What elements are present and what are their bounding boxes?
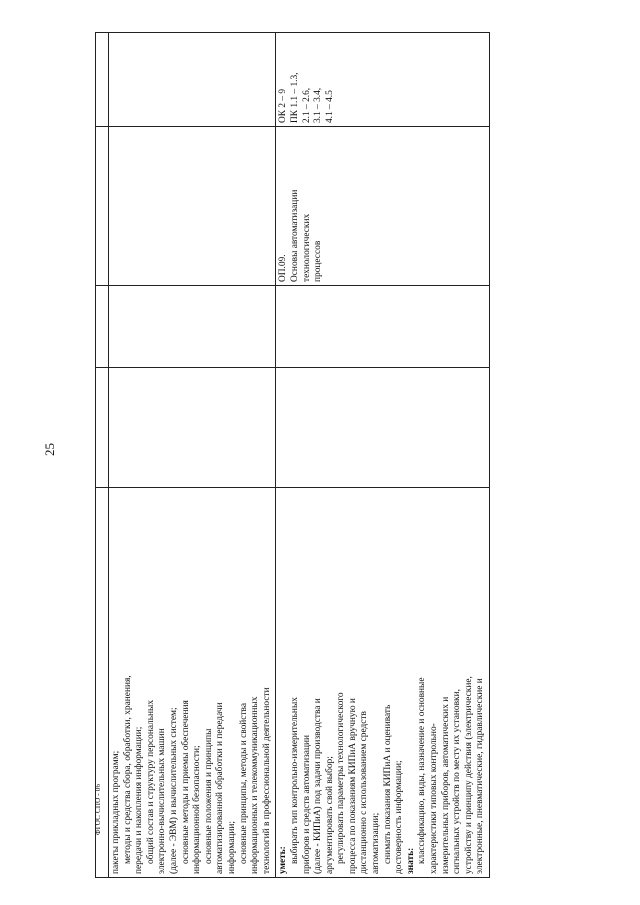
text-line: автоматизированной обработки и передачи xyxy=(215,702,226,874)
text-line: методы и средства сбора, обработки, хранения, xyxy=(122,675,133,864)
competency-line: 3.1 – 3.4, xyxy=(313,87,324,123)
text-line: процесса по показаниям КИПиА вручную и xyxy=(347,698,358,874)
text-line: информации; xyxy=(226,820,237,874)
table-row-top xyxy=(96,33,109,878)
competency-line: 2.1 – 2.6, xyxy=(301,87,312,123)
skills-knowledge-cell xyxy=(276,488,490,878)
text-line: достоверность информации; xyxy=(394,760,405,874)
text-line: передачи и накопления информации; xyxy=(134,726,145,874)
table-cell xyxy=(276,368,490,488)
text-line: регулировать параметры технологического xyxy=(336,692,347,864)
text-line: устройству и принципу действия (электрические, xyxy=(463,676,474,874)
table-cell xyxy=(96,127,109,286)
table-cell xyxy=(109,33,276,127)
discipline-name-line: Основы автоматизации xyxy=(289,189,300,282)
text-line: электронные, пневматические, гидравлические и xyxy=(475,678,486,874)
document-footer: ФГОС СПО - 06 xyxy=(94,783,102,835)
table-cell xyxy=(109,368,276,488)
table-cell xyxy=(276,286,490,368)
text-line: общий состав и структуру персональных xyxy=(145,699,156,864)
table-row xyxy=(276,33,490,878)
text-line: сигнальных устройств по месту их установки, xyxy=(452,689,463,874)
competency-line: 4.1 – 4.5 xyxy=(324,90,335,123)
text-line: дистанционно с использованием средств xyxy=(359,711,370,874)
text-line: измерительных приборов, автоматических и xyxy=(440,696,451,874)
text-line: аргументировать свой выбор; xyxy=(324,756,335,874)
discipline-cell xyxy=(276,127,490,286)
text-line: (далее - ЭВМ) и вычислительных систем; xyxy=(168,707,179,874)
table-cell xyxy=(96,488,109,878)
table-row xyxy=(109,33,276,878)
table-cell xyxy=(109,286,276,368)
skills-header: уметь: xyxy=(278,846,289,874)
text-line: характеристики типовых контрольно- xyxy=(429,723,440,874)
page-number: 25 xyxy=(42,443,57,456)
text-line: электронно-вычислительных машин xyxy=(157,728,168,874)
table-cell xyxy=(96,286,109,368)
text-line: основные положения и принципы xyxy=(203,728,214,864)
knowledge-header: знать: xyxy=(405,847,416,874)
knowledge-cell xyxy=(109,488,276,878)
table-cell xyxy=(96,368,109,488)
text-line: информационной безопасности; xyxy=(192,745,203,874)
competency-table xyxy=(95,33,486,878)
text-line: автоматизации; xyxy=(371,812,382,874)
table-cell xyxy=(109,127,276,286)
competency-line: ОК 2 – 9 xyxy=(278,88,289,123)
discipline-name-line: технологических xyxy=(301,213,312,282)
text-line: (далее - КИПиА) под задачи производства и xyxy=(313,698,324,874)
competency-line: ПК 1.1 – 1.3, xyxy=(289,72,300,123)
text-line: основные принципы, методы и свойства xyxy=(238,702,249,864)
text-line: технологий в профессиональной деятельности xyxy=(261,687,272,874)
text-line: приборов и средств автоматизации xyxy=(301,734,312,874)
text-line: основные методы и приемы обеспечения xyxy=(180,700,191,864)
text-line: выбирать тип контрольно-измерительных xyxy=(289,697,300,864)
text-line: информационных и телекоммуникационных xyxy=(250,696,261,874)
competencies-cell xyxy=(276,33,490,127)
discipline-code: ОП.09. xyxy=(278,254,289,282)
discipline-name-line: процессов xyxy=(313,240,324,282)
text-line: классификацию, виды, назначение и основные xyxy=(417,677,428,864)
text-line: снимать показания КИПиА и оценивать xyxy=(382,704,393,864)
table-cell xyxy=(96,33,109,127)
text-line: пакеты прикладных программ; xyxy=(111,750,121,874)
